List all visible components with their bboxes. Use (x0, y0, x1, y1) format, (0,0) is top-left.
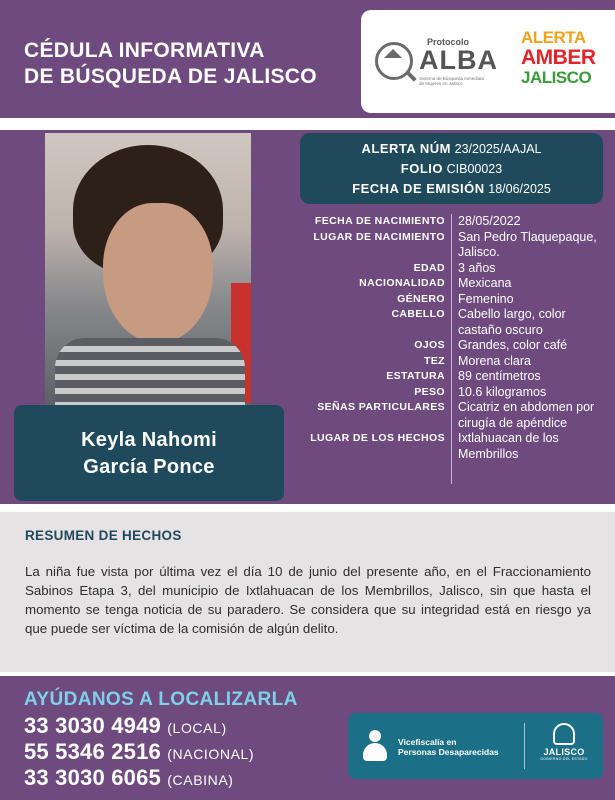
vicefiscalia-logo (348, 713, 603, 779)
detail-row: GÉNERO Femenino (397, 291, 514, 306)
alba-name: ALBA (419, 45, 498, 75)
detail-row: PESO 10.6 kilogramos (414, 384, 547, 399)
title-line-1: CÉDULA INFORMATIVA (24, 39, 265, 62)
detail-row: LUGAR DE NACIMIENTO San Pedro Tlaquepaque, Jalisco. (313, 229, 597, 259)
phone-cabina: 33 3030 6065 (CABINA) (24, 765, 234, 790)
person-name (14, 405, 284, 501)
amber-logo (521, 28, 601, 88)
name-line-2: García Ponce (83, 456, 215, 478)
amber-line-1: ALERTA (521, 28, 586, 47)
phone-local: 33 3030 4949 (LOCAL) (24, 713, 227, 738)
alba-caption: Sistema de Búsqueda Inmediata de Mujeres en Jalisco (419, 76, 485, 86)
amber-line-3: JALISCO (521, 68, 592, 87)
detail-row: FECHA DE NACIMIENTO 28/05/2022 (314, 214, 521, 228)
phone-list (24, 714, 254, 792)
phone-national: 55 5346 2516 (NACIONAL) (24, 739, 255, 764)
house-icon (384, 49, 402, 58)
logos-panel (361, 10, 615, 113)
detail-row: OJOS Grandes, color café (414, 338, 568, 352)
alert-number: ALERTA NÚM 23/2025/AAJAL (361, 141, 542, 156)
detail-row: NACIONALIDAD Mexicana (359, 276, 512, 290)
folio: FOLIO CIB00023 (400, 161, 503, 176)
crest-icon (553, 723, 575, 745)
jalisco-sub: GOBIERNO DEL ESTADO (540, 757, 588, 761)
detail-row: EDAD 3 años (413, 260, 496, 275)
detail-row: SEÑAS PARTICULARES Cicatriz en abdomen por cirugía de apéndice (317, 400, 595, 430)
page-title (24, 38, 317, 90)
missing-person-photo (45, 133, 251, 407)
summary-text: La niña fue vista por última vez el día 10 de junio del presente año, en el Fraccionamiento Sabinos Etapa 3, del municipio de Ixtlahuacan de los Membrillos, Jalisco, sin que hasta el momento se tenga noticia de su paradero. Se considera que su integridad está en riesgo ya que puede ser víctima de la comisión de algún delito. (25, 564, 591, 636)
jalisco-name: JALISCO (543, 747, 585, 757)
alba-protocol-label: Protocolo (427, 37, 469, 47)
name-line-1: Keyla Nahomi (81, 429, 217, 451)
alba-logo (375, 36, 501, 92)
detail-row: ESTATURA 89 centímetros (386, 369, 541, 383)
vicefiscalia-label: Vicefiscalía en Personas Desaparecidas (398, 737, 499, 757)
detail-row: LUGAR DE LOS HECHOS Ixtlahuacan de los Membrillos (310, 431, 559, 461)
alert-info-box (300, 133, 603, 204)
summary-title: RESUMEN DE HECHOS (25, 528, 182, 543)
detail-row: TEZ Morena clara (423, 353, 531, 368)
help-title: AYÚDANOS A LOCALIZARLA (24, 689, 298, 710)
person-details (282, 214, 612, 462)
jalisco-logo (534, 723, 594, 771)
issue-date: FECHA DE EMISIÓN 18/06/2025 (352, 181, 551, 196)
person-icon (360, 730, 390, 762)
separator (0, 118, 615, 130)
detail-row: CABELLO Cabello largo, color castaño oscuro (391, 307, 566, 337)
title-line-2: DE BÚSQUEDA DE JALISCO (24, 65, 317, 88)
amber-line-2: AMBER (521, 46, 596, 69)
